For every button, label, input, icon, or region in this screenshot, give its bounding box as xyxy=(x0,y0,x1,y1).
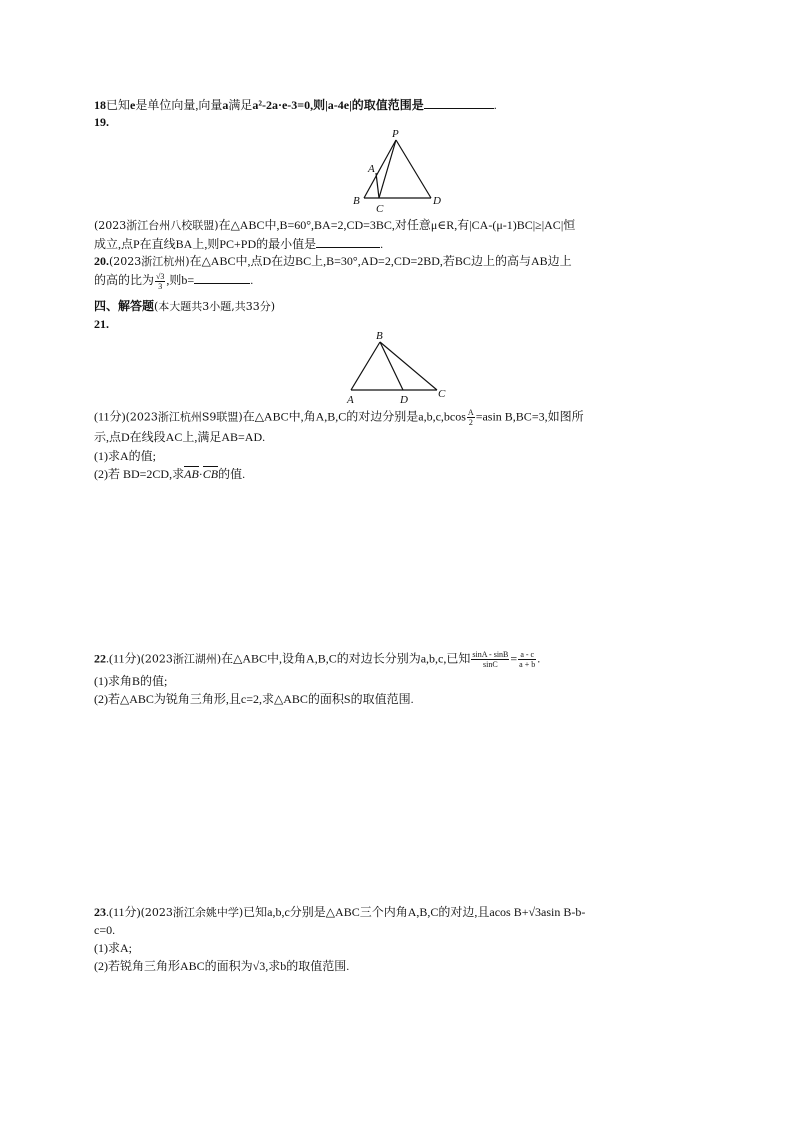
q18-expression: a²-2a·e-3=0,则|a-4e|的取值范围是 xyxy=(252,98,424,112)
q22-fraction-2 xyxy=(518,650,536,669)
q22-number: 22 xyxy=(94,651,106,666)
q20-text-3: ,则b= xyxy=(166,273,195,287)
q23-text-1: 已知a,b,c分别是△ABC三个内角A,B,C的对边,且acos B+√3asin B-b- xyxy=(243,905,586,919)
q18-number: 18 xyxy=(94,98,106,112)
q19-answer-blank[interactable] xyxy=(316,235,380,248)
q20-answer-blank[interactable] xyxy=(194,271,250,284)
q21-figure xyxy=(340,326,460,406)
q21-line-BD xyxy=(380,342,403,390)
q21-vector-CB: CB xyxy=(202,467,219,481)
q18-vector-a: a xyxy=(222,98,229,112)
q21-line-2: 示,点D在线段AC上,满足AB=AD. xyxy=(94,430,266,444)
q20-text-1: 在△ABC中,点D在边BC上,B=30°,AD=2,CD=2BD,若BC边上的高与AB边上 xyxy=(189,254,572,268)
section4-heading xyxy=(94,298,275,315)
q19-label-B: B xyxy=(353,195,360,207)
q20-line-2 xyxy=(94,271,253,291)
q21-fraction-den: 2 xyxy=(468,418,473,427)
q19-label-P: P xyxy=(392,128,399,140)
q21-number: 21. xyxy=(94,317,109,331)
q21-label-B: B xyxy=(376,330,383,342)
q21-line-BA xyxy=(351,342,380,390)
q23-source: (2023浙江余姚中学) xyxy=(140,906,244,919)
q21-text-2: =asin B,BC=3,如图所 xyxy=(475,409,584,424)
q18-text: 已知 xyxy=(106,98,131,112)
section4-title: 四、解答题 xyxy=(94,299,155,313)
q18-vector-e: e xyxy=(130,98,136,112)
q20-fraction-num: √3 xyxy=(156,271,165,281)
q21-label-D: D xyxy=(400,394,408,406)
q21-fraction xyxy=(467,408,475,427)
q20-number: 20. xyxy=(94,254,109,268)
q19-label-D: D xyxy=(433,195,441,207)
q22-fraction-1-num: sinA - sinB xyxy=(472,650,509,659)
q19-label-A: A xyxy=(368,163,375,175)
q19-source: (2023浙江台州八校联盟) xyxy=(94,219,219,232)
q19-end: . xyxy=(380,237,384,251)
q22-end: . xyxy=(537,651,541,666)
q21-text-1: 在△ABC中,角A,B,C的对边分别是a,b,c,bcos xyxy=(242,409,466,424)
q22-text-1: 在△ABC中,设角A,B,C的对边长分别为a,b,c,已知 xyxy=(221,651,471,666)
q18-line xyxy=(94,96,497,113)
q19-number: 19. xyxy=(94,115,109,129)
q21-fraction-num: A xyxy=(467,408,474,417)
q22-points: .(11分) xyxy=(106,651,141,666)
q23-line-1 xyxy=(94,904,585,921)
q22-fraction-2-den: a + b xyxy=(519,660,536,669)
q23-part-1: (1)求A; xyxy=(94,941,132,955)
q18-answer-blank[interactable] xyxy=(424,96,494,109)
q23-points: .(11分) xyxy=(106,905,141,919)
q22-source: (2023浙江湖州) xyxy=(140,652,222,666)
q18-end: . xyxy=(493,98,497,112)
q19-line-PC xyxy=(379,140,396,198)
q23-part-2: (2)若锐角三角形ABC的面积为√3,求b的取值范围. xyxy=(94,959,350,973)
q21-part-2-end: 的值. xyxy=(218,467,246,481)
q23-number: 23 xyxy=(94,905,106,919)
q21-dot: · xyxy=(198,467,203,481)
q21-figure-lines xyxy=(351,342,437,390)
q20-line-1 xyxy=(94,253,572,270)
q21-line-1 xyxy=(94,408,584,427)
q22-fraction-1 xyxy=(471,650,509,669)
q20-fraction xyxy=(155,272,165,291)
q19-line-1 xyxy=(94,217,575,234)
q22-part-1: (1)求角B的值; xyxy=(94,674,168,688)
q22-part-2: (2)若△ABC为锐角三角形,且c=2,求△ABC的面积S的取值范围. xyxy=(94,692,414,706)
q21-points: (11分) xyxy=(94,409,126,424)
q21-label-C: C xyxy=(438,388,446,400)
q20-text-2: 的高的比为 xyxy=(94,273,155,287)
q21-vector-AB: AB xyxy=(184,467,199,481)
q21-label-A: A xyxy=(347,394,354,406)
section4-note: (本大题共3小题,共33分) xyxy=(154,300,276,313)
q22-fraction-2-num: a - c xyxy=(518,650,536,660)
q19-label-C: C xyxy=(376,203,384,215)
q19-figure xyxy=(340,126,460,216)
q23-line-2: c=0. xyxy=(94,923,116,937)
q19-line-PD xyxy=(396,140,431,198)
q21-source: (2023浙江杭州S9联盟) xyxy=(125,410,243,424)
q20-source: (2023浙江杭州) xyxy=(109,255,190,268)
q18-text: 满足 xyxy=(228,98,253,112)
q19-line-2 xyxy=(94,235,383,252)
q20-fraction-den: 3 xyxy=(158,281,163,291)
q21-part-2-text: (2)若 BD=2CD,求 xyxy=(94,467,185,481)
q21-part-2 xyxy=(94,466,245,482)
q22-equals: = xyxy=(510,651,518,666)
q21-line-BC xyxy=(380,342,437,390)
q19-line-AC xyxy=(376,173,379,198)
q19-text-1: 在△ABC中,B=60°,BA=2,CD=3BC,对任意μ∈R,有|CA-(μ-1)BC|≥|AC|恒 xyxy=(218,218,576,232)
q19-text-2: 成立,点P在直线BA上,则PC+PD的最小值是 xyxy=(94,237,317,251)
q22-line-1 xyxy=(94,650,540,669)
q20-end: . xyxy=(250,273,254,287)
q22-fraction-1-den: sinC xyxy=(483,660,498,669)
q21-part-1: (1)求A的值; xyxy=(94,449,156,463)
q18-text: 是单位向量,向量 xyxy=(135,98,223,112)
